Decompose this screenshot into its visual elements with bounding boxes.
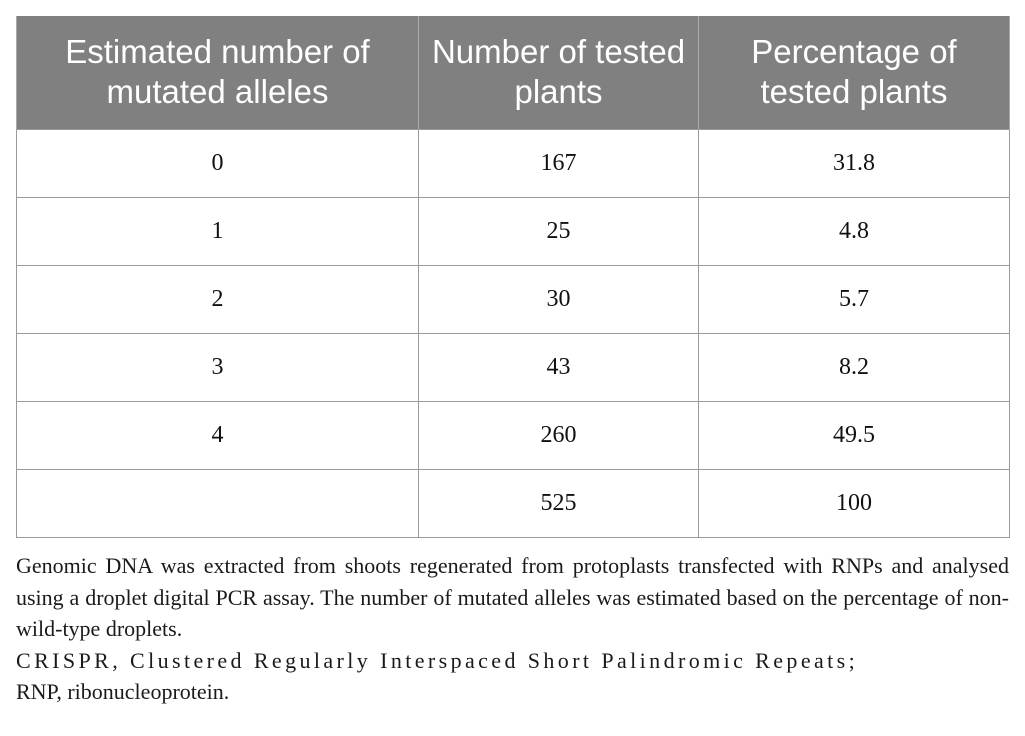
- cell-percentage: 5.7: [699, 265, 1010, 333]
- header-percentage-tested-plants: Percentage of tested plants: [699, 16, 1010, 129]
- header-number-tested-plants: Number of tested plants: [419, 16, 699, 129]
- data-table-container: [16, 16, 1009, 538]
- cell-alleles: [17, 469, 419, 537]
- table-row: [17, 333, 1010, 401]
- cell-alleles: 3: [17, 333, 419, 401]
- cell-plant-count: 43: [419, 333, 699, 401]
- cell-plant-count: 167: [419, 129, 699, 197]
- table-footnote: [16, 550, 1009, 708]
- cell-alleles: 2: [17, 265, 419, 333]
- footnote-method-description: Genomic DNA was extracted from shoots regenerated from protoplasts transfected with RNPs and analysed using a droplet digital PCR assay. The number of mutated alleles was estimated based on the percentage of non-wild-type droplets.: [16, 553, 1009, 641]
- mutated-alleles-table: [16, 16, 1010, 538]
- table-header-row: [17, 16, 1010, 129]
- cell-plant-count: 25: [419, 197, 699, 265]
- cell-percentage: 8.2: [699, 333, 1010, 401]
- cell-alleles: 1: [17, 197, 419, 265]
- table-row: [17, 265, 1010, 333]
- table-row: [17, 401, 1010, 469]
- cell-plant-count-total: 525: [419, 469, 699, 537]
- header-estimated-mutated-alleles: Estimated number of mutated alleles: [17, 16, 419, 129]
- table-row: [17, 129, 1010, 197]
- cell-percentage-total: 100: [699, 469, 1010, 537]
- footnote-abbreviation-rnp: RNP, ribonucleoprotein.: [16, 679, 230, 704]
- cell-percentage: 49.5: [699, 401, 1010, 469]
- cell-plant-count: 30: [419, 265, 699, 333]
- cell-alleles: 0: [17, 129, 419, 197]
- cell-plant-count: 260: [419, 401, 699, 469]
- footnote-abbreviation-crispr: CRISPR, Clustered Regularly Interspaced Short Palindromic Repeats;: [16, 647, 859, 673]
- table-row: [17, 197, 1010, 265]
- table-total-row: [17, 469, 1010, 537]
- cell-alleles: 4: [17, 401, 419, 469]
- cell-percentage: 4.8: [699, 197, 1010, 265]
- cell-percentage: 31.8: [699, 129, 1010, 197]
